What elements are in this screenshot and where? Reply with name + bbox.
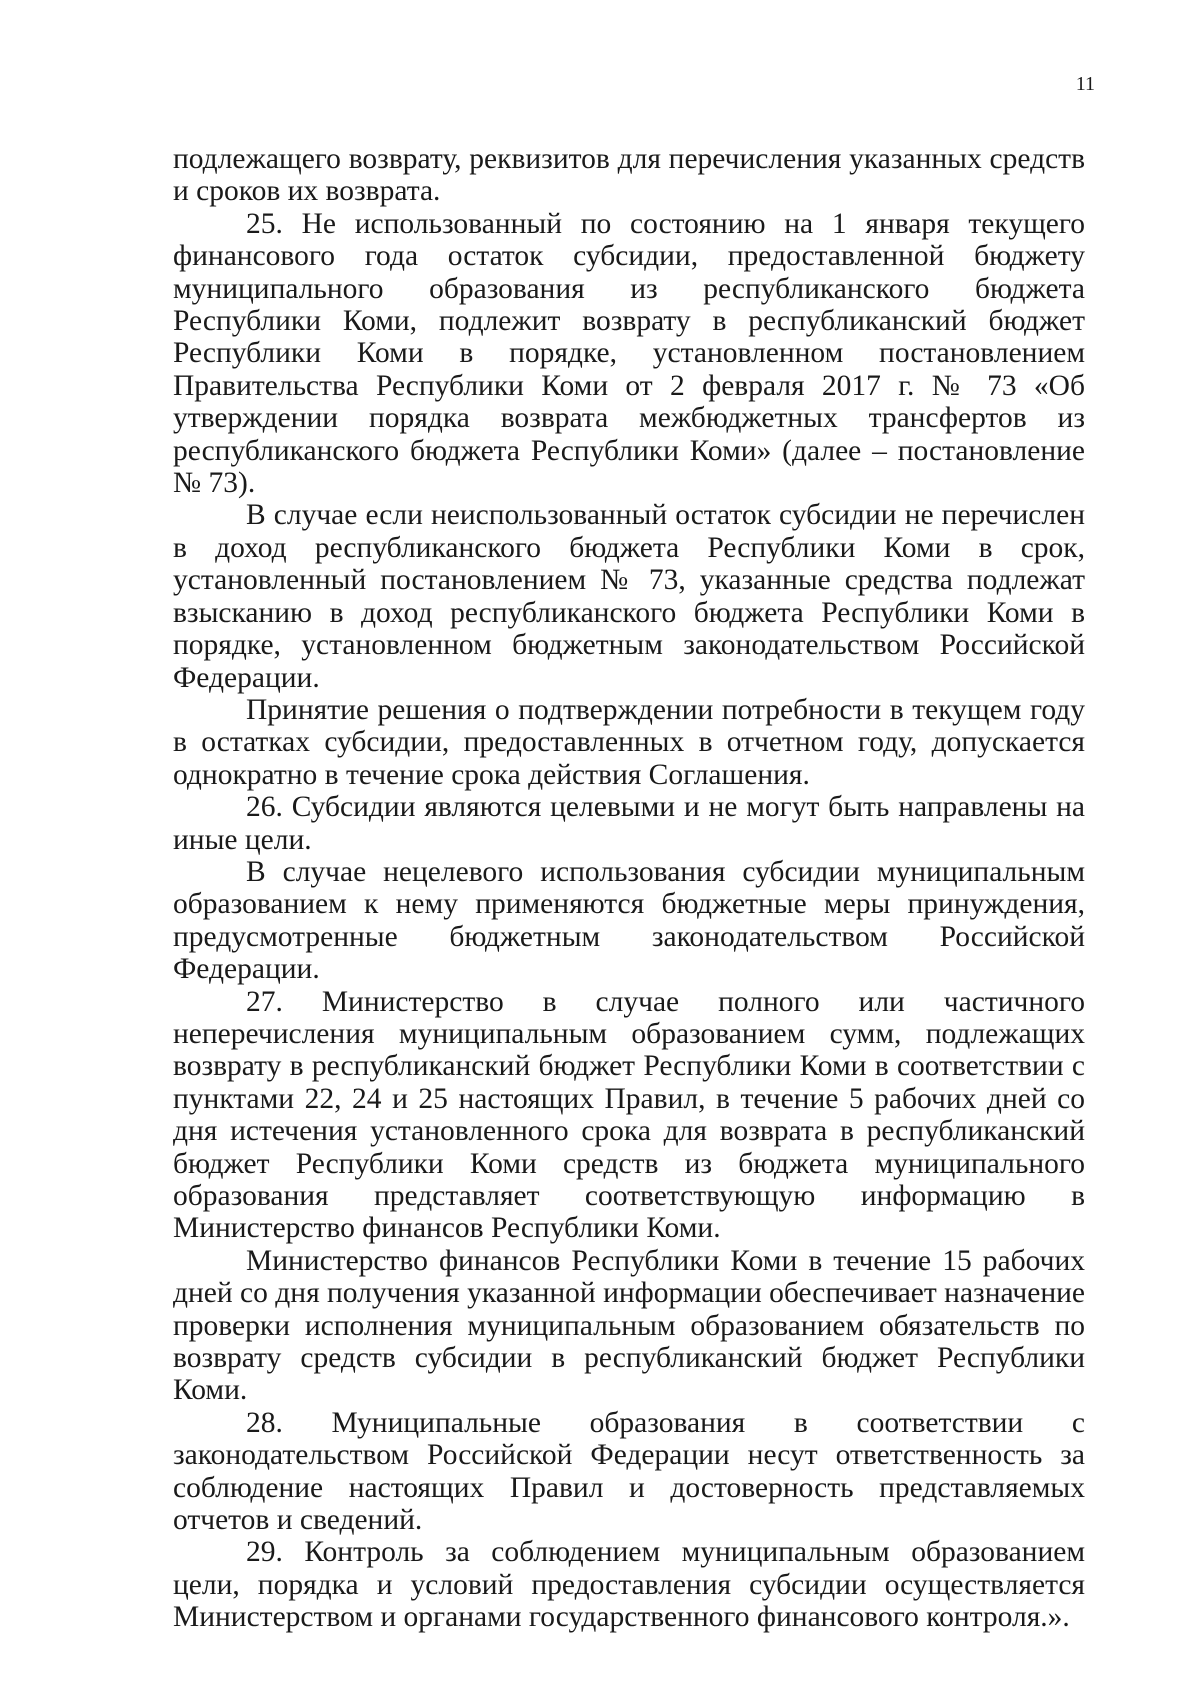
paragraph-item-26: 26. Субсидии являются целевыми и не могут быть направлены на иные цели.: [173, 791, 1085, 856]
paragraph-item-29: 29. Контроль за соблюдением муниципальным образованием цели, порядка и условий предоставления субсидии осуществляется Министерством и органами государственного финансового контроля.».: [173, 1536, 1085, 1634]
paragraph-continuation: подлежащего возврату, реквизитов для перечисления указанных средств и сроков их возврата.: [173, 143, 1085, 208]
paragraph-demand-confirmation: Принятие решения о подтверждении потребности в текущем году в остатках субсидии, предоставленных в отчетном году, допускается однократно в течение срока действия Соглашения.: [173, 693, 1085, 791]
paragraph-item-28: 28. Муниципальные образования в соответствии с законодательством Российской Федерации несут ответственность за соблюдение настоящих Правил и достоверность представляемых отчетов и сведений.: [173, 1406, 1085, 1537]
page-number: 11: [1075, 73, 1095, 95]
document-body: [173, 143, 1085, 1634]
paragraph-item-27: 27. Министерство в случае полного или частичного неперечисления муниципальным образованием сумм, подлежащих возврату в республиканский бюджет Республики Коми в соответствии с пунктами 22, 24 и 25 настоящих Правил, в течение 5 рабочих дней со дня истечения установленного срока для возврата в республиканский бюджет Республики Коми средств из бюджета муниципального образования представляет соответствующую информацию в Министерство финансов Республики Коми.: [173, 985, 1085, 1245]
paragraph-misuse: В случае нецелевого использования субсидии муниципальным образованием к нему применяются бюджетные меры принуждения, предусмотренные бюджетным законодательством Российской Федерации.: [173, 855, 1085, 986]
paragraph-finance-ministry-check: Министерство финансов Республики Коми в течение 15 рабочих дней со дня получения указанной информации обеспечивает назначение проверки исполнения муниципальным образованием обязательств по возврату средств субсидии в республиканский бюджет Республики Коми.: [173, 1244, 1085, 1407]
paragraph-unreturned-balance: В случае если неиспользованный остаток субсидии не перечислен в доход республиканского бюджета Республики Коми в срок, установленный постановлением № 73, указанные средства подлежат взысканию в доход республиканского бюджета Республики Коми в порядке, установленном бюджетным законодательством Российской Федерации.: [173, 499, 1085, 694]
paragraph-item-25: 25. Не использованный по состоянию на 1 января текущего финансового года остаток субсидии, предоставленной бюджету муниципального образования из республиканского бюджета Республики Коми, подлежит возврату в республиканский бюджет Республики Коми в порядке, установленном постановлением Правительства Республики Коми от 2 февраля 2017 г. № 73 «Об утверждении порядка возврата межбюджетных трансфертов из республиканского бюджета Республики Коми» (далее – постановление № 73).: [173, 207, 1085, 500]
